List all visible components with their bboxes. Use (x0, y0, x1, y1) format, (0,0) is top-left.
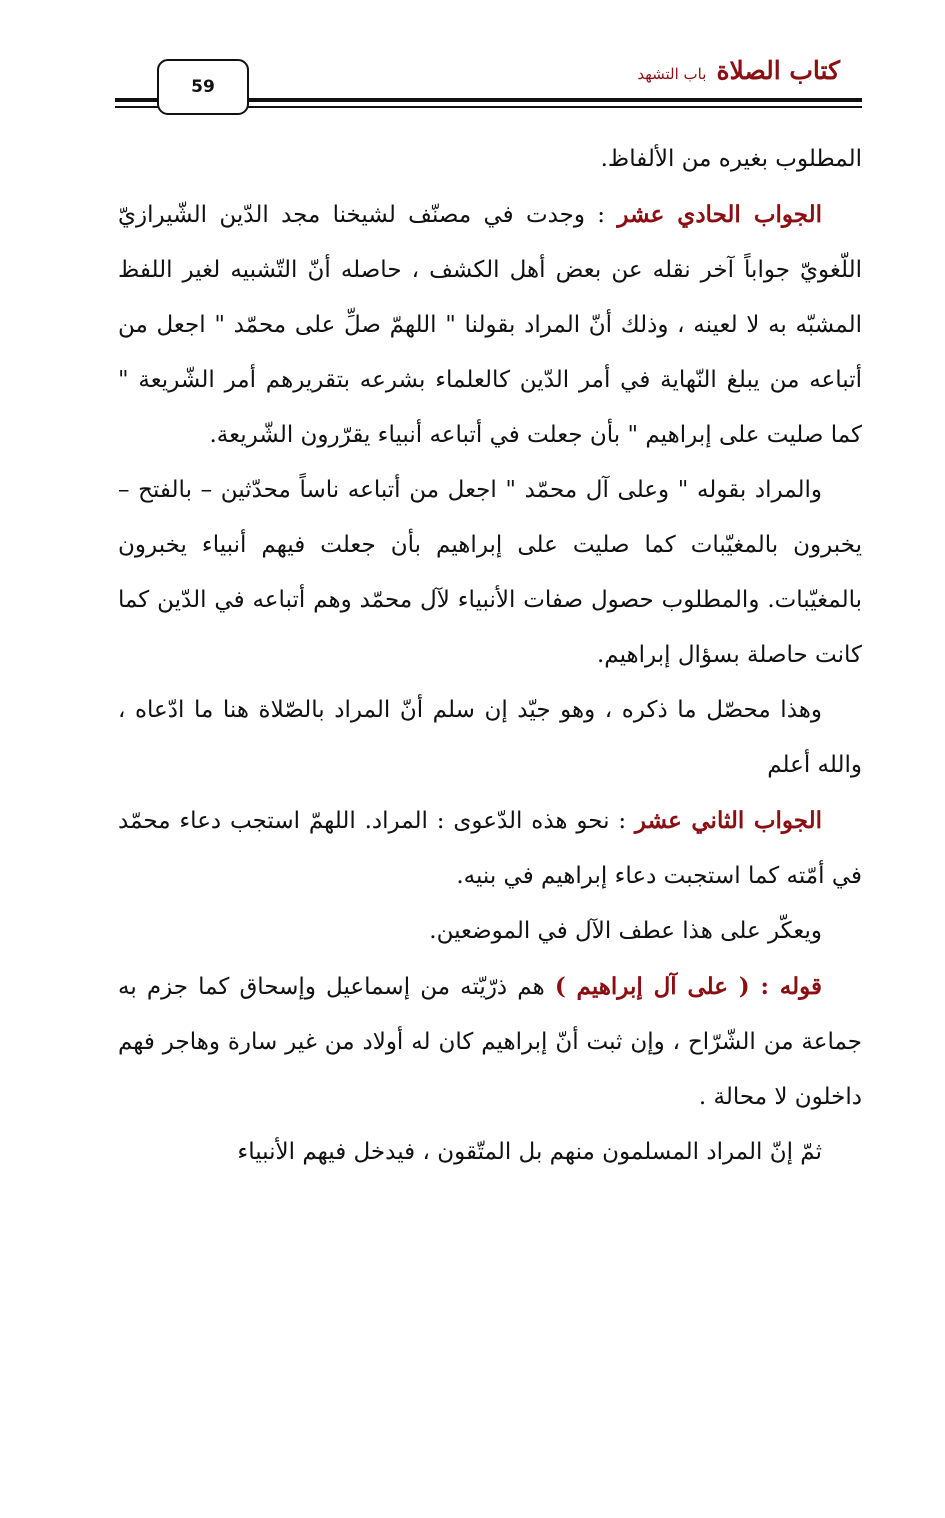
section-heading: الجواب الثاني عشر (634, 807, 822, 834)
chapter-title: باب التشهد (637, 65, 707, 83)
paragraph-text: وهذا محصّل ما ذكره ، وهو جيّد إن سلم أنّ المراد بالصّلاة هنا ما ادّعاه ، والله أعلم (118, 697, 862, 778)
page-body (118, 132, 862, 1180)
paragraph (118, 132, 862, 187)
paragraph-text: المطلوب بغيره من الألفاظ. (600, 146, 862, 172)
paragraph (118, 959, 862, 1125)
paragraph-text: : نحو هذه الدّعوى : المراد. اللهمّ استجب دعاء محمّد في أمّته كما استجبت دعاء إبراهيم في بنيه. (118, 808, 862, 889)
page-number: 59 (157, 59, 249, 115)
paragraph-text: ويعكّر على هذا عطف الآل في الموضعين. (429, 918, 822, 944)
paragraph (118, 793, 862, 904)
paragraph (118, 187, 862, 463)
section-heading: الجواب الحادي عشر (617, 201, 822, 228)
paragraph (118, 463, 862, 683)
paragraph-text: : وجدت في مصنّف لشيخنا مجد الدّين الشّيرازيّ اللّغويّ جواباً آخر نقله عن بعض أهل الكشف ، حاصله أنّ التّشبيه لغير اللفظ المشبّه به لا لعينه ، وذلك أنّ المراد بقولنا " اللهمّ صلِّ على محمّد " اجعل من أتباعه من يبلغ النّهاية في أمر الدّين كالعلماء بشرعه بتقريرهم أمر الشّريعة " كما صليت على إبراهيم " بأن جعلت في أتباعه أنبياء يقرّرون الشّريعة. (118, 202, 862, 448)
page-header (115, 40, 862, 115)
paragraph-text: ثمّ إنّ المراد المسلمون منهم بل المتّقون ، فيدخل فيهم الأنبياء (237, 1139, 822, 1165)
paragraph (118, 1125, 862, 1180)
paragraph-text: والمراد بقوله " وعلى آل محمّد " اجعل من أتباعه ناساً محدّثين – بالفتح – يخبرون بالمغيّبات كما صليت على إبراهيم بأن جعلت فيهم أنبياء يخبرون بالمغيّبات. والمطلوب حصول صفات الأنبياء لآل محمّد وهم أتباعه في الدّين كما كانت حاصلة بسؤال إبراهيم. (118, 477, 862, 668)
paragraph (118, 683, 862, 793)
paragraph (118, 904, 862, 959)
book-title: كتاب الصلاة (716, 56, 840, 85)
running-title (637, 56, 840, 85)
section-heading: قوله : ( على آل إبراهيم ) (554, 973, 822, 1000)
paragraph-text: هم ذرّيّته من إسماعيل وإسحاق كما جزم به جماعة من الشّرّاح ، وإن ثبت أنّ إبراهيم كان له أولاد من غير سارة وهاجر فهم داخلون لا محالة . (118, 974, 862, 1110)
